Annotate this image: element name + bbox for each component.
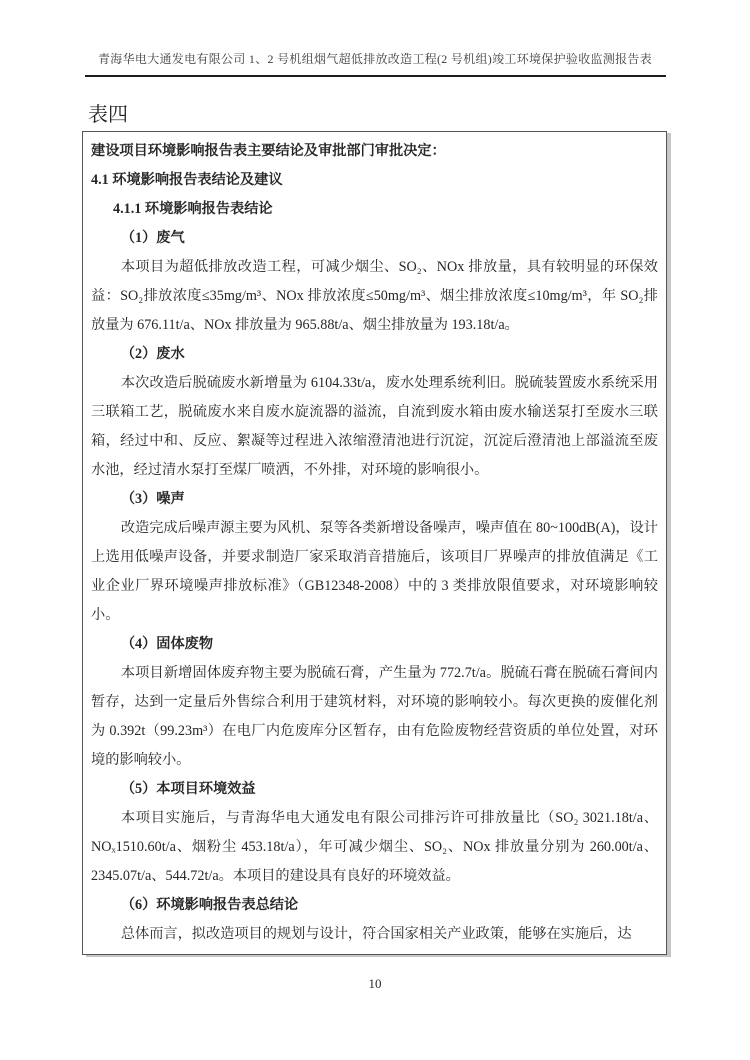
conclusion-content-box: [82, 131, 667, 955]
heading-env-benefit: （5）本项目环境效益: [120, 781, 256, 797]
paragraph-env-benefit: 本项目实施后，与青海华电大通发电有限公司排污许可排放量比（SO₂ 3021.18t/a、NOₓ1510.60t/a、烟粉尘 453.18t/a），年可减少烟尘、SO₂、NOx 排放量分别为 260.00t/a、2345.07t/a、544.72t/a。本项目的建设具有良好的环境效益。: [91, 810, 658, 884]
heading-section-4-1: 4.1 环境影响报告表结论及建议: [91, 172, 283, 188]
header-rule-divider: [85, 75, 666, 77]
paragraph-overall-conclusion: 总体而言，拟改造项目的规划与设计，符合国家相关产业政策，能够在实施后，达: [120, 926, 632, 942]
table-four-label: 表四: [88, 104, 128, 126]
paragraph-solid-waste: 本项目新增固体废弃物主要为脱硫石膏，产生量为 772.7t/a。脱硫石膏在脱硫石膏间内暂存，达到一定量后外售综合利用于建筑材料，对环境的影响较小。每次更换的废催化剂为 0.392t（99.23m³）在电厂内危废库分区暂存，由有危险废物经营资质的单位处置，对环境的影响较小。: [91, 665, 658, 768]
heading-waste-gas: （1）废气: [120, 230, 185, 246]
heading-noise: （3）噪声: [120, 491, 185, 507]
heading-waste-water: （2）废水: [120, 346, 185, 362]
heading-section-4-1-1: 4.1.1 环境影响报告表结论: [113, 201, 273, 217]
page-number: 10: [368, 976, 382, 991]
heading-solid-waste: （4）固体废物: [120, 636, 214, 652]
heading-overall-conclusion: （6）环境影响报告表总结论: [120, 897, 299, 913]
paragraph-noise: 改造完成后噪声源主要为风机、泵等各类新增设备噪声，噪声值在 80~100dB(A)，设计上选用低噪声设备，并要求制造厂家采取消音措施后，该项目厂界噪声的排放值满足《工业企业厂界环境噪声排放标准》（GB12348-2008）中的 3 类排放限值要求，对环境影响较小。: [91, 520, 658, 623]
paragraph-waste-water: 本次改造后脱硫废水新增量为 6104.33t/a，废水处理系统利旧。脱硫装置废水系统采用三联箱工艺，脱硫废水来自废水旋流器的溢流，自流到废水箱由废水输送泵打至废水三联箱，经过中和、反应、絮凝等过程进入浓缩澄清池进行沉淀，沉淀后澄清池上部溢流至废水池，经过清水泵打至煤厂喷洒，不外排，对环境的影响很小。: [91, 375, 658, 478]
conclusion-intro-line: 建设项目环境影响报告表主要结论及审批部门审批决定：: [91, 143, 446, 159]
paragraph-waste-gas: 本项目为超低排放改造工程，可减少烟尘、SO₂、NOx 排放量，具有较明显的环保效益：SO₂排放浓度≤35mg/m³、NOx 排放浓度≤50mg/m³、烟尘排放浓度≤10mg/m³，年 SO₂排放量为 676.11t/a、NOx 排放量为 965.88t/a、烟尘排放量为 193.18t/a。: [91, 259, 658, 333]
document-header-title: 青海华电大通发电有限公司 1、2 号机组烟气超低排放改造工程(2 号机组)竣工环境保护验收监测报告表: [98, 52, 652, 66]
